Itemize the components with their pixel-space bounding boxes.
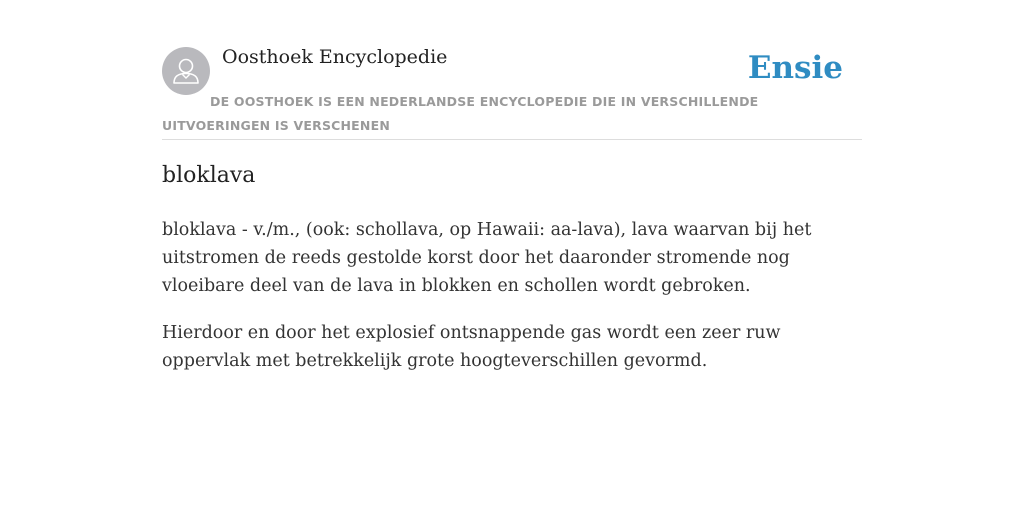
source-name[interactable]: Oosthoek Encyclopedie <box>222 46 448 68</box>
article-paragraph-1: bloklava - v./m., (ook: schollava, op Hawaii: aa-lava), lava waarvan bij het uitstromen de reeds gestolde korst door het daaronder stromende nog vloeibare deel van de lava in blokken en schollen wordt gebroken. <box>162 220 812 296</box>
article-title: bloklava <box>162 163 256 188</box>
source-header <box>162 0 862 140</box>
brand-logo[interactable]: Ensie <box>747 50 843 86</box>
user-avatar-icon <box>162 47 210 95</box>
source-description: DE OOSTHOEK IS EEN NEDERLANDSE ENCYCLOPEDIE DIE IN VERSCHILLENDE UITVOERINGEN IS VERSCHENEN <box>162 94 759 133</box>
page-container <box>162 0 862 371</box>
article-paragraph-2: Hierdoor en door het explosief ontsnappende gas wordt een zeer ruw oppervlak met betrekkelijk grote hoogteverschillen gevormd. <box>162 323 781 371</box>
